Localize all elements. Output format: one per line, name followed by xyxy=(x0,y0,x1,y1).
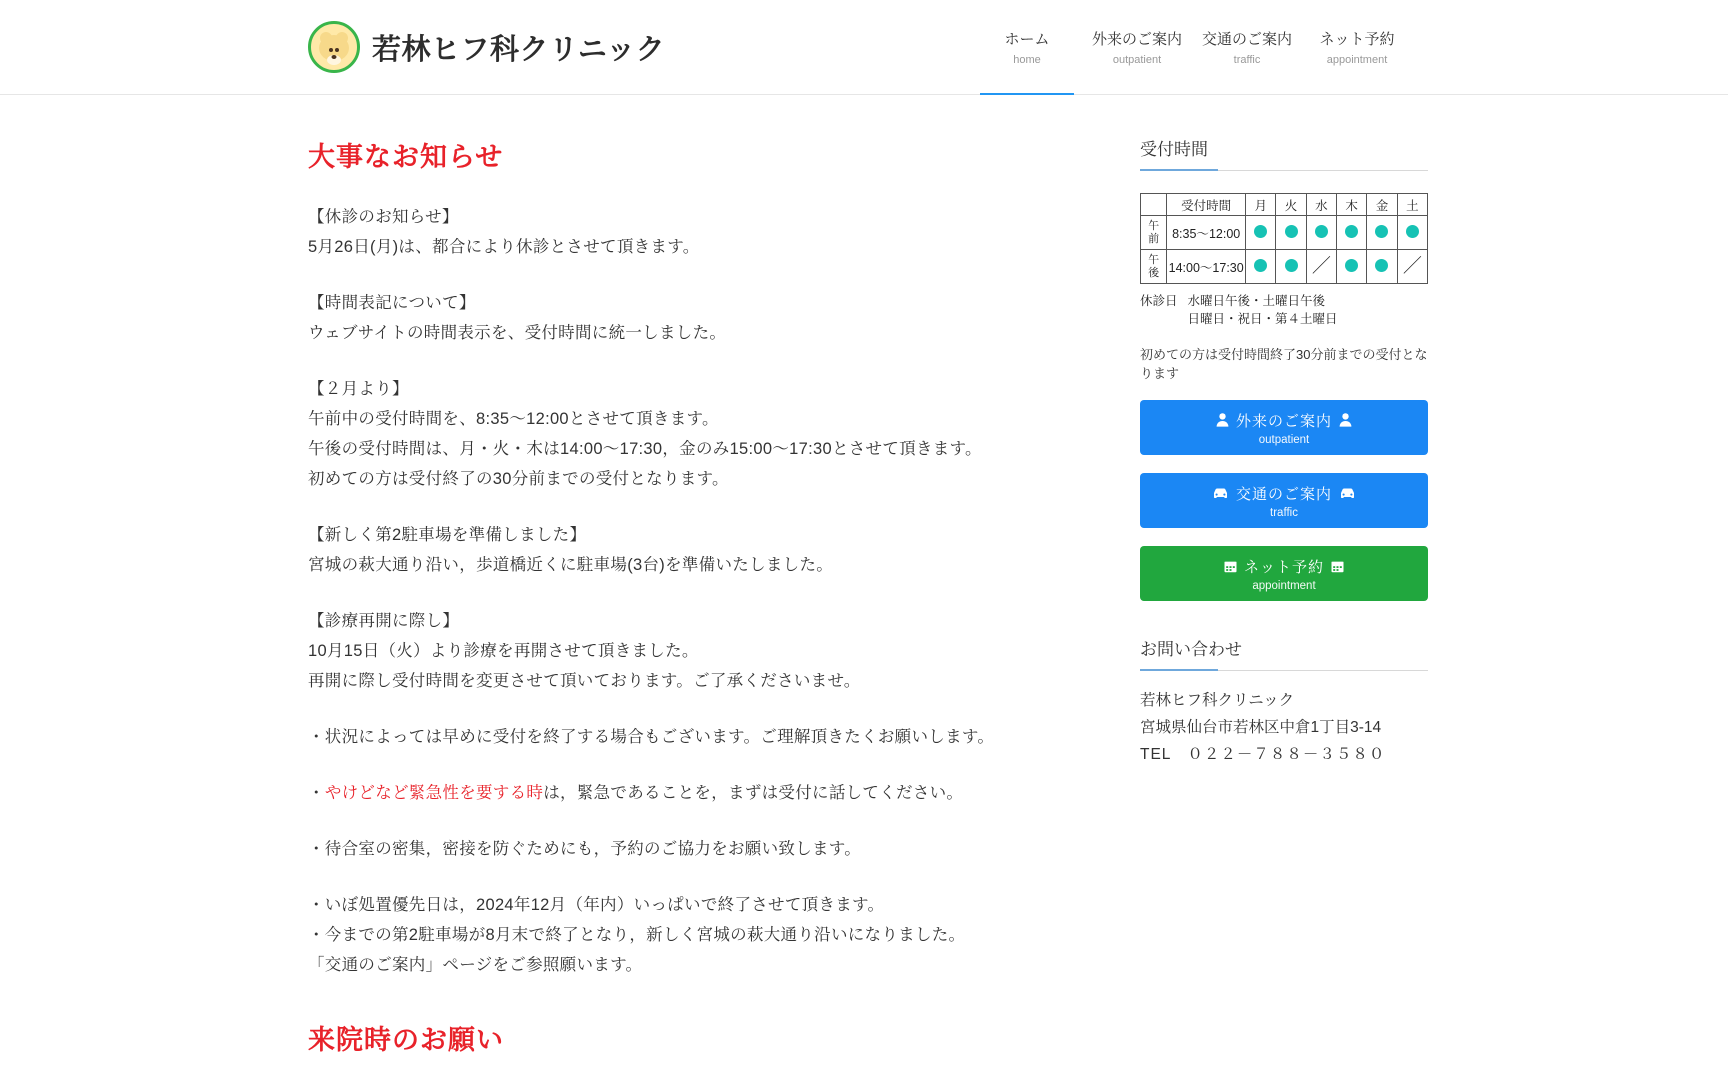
main-navigation xyxy=(972,0,1412,95)
notice-paragraph xyxy=(308,520,1080,580)
open-dot-icon xyxy=(1254,225,1267,238)
header-cell-thu: 木 xyxy=(1337,194,1367,216)
contact-tel: TEL ０２２－７８８－３５８０ xyxy=(1140,746,1386,763)
closed-days-line-2: 日曜日・祝日・第４土曜日 xyxy=(1187,312,1338,326)
button-label: ネット予約 xyxy=(1243,558,1324,576)
clinic-logo-icon xyxy=(308,21,360,73)
open-mark-cell xyxy=(1276,250,1306,284)
notice-line: ・待合室の密集，密接を防ぐためにも，予約のご協力をお願い致します。 xyxy=(308,840,862,858)
contact-address: 宮城県仙台市若林区中倉1丁目3-14 xyxy=(1140,719,1382,736)
closed-days-line-1: 水曜日午後・土曜日午後 xyxy=(1187,294,1326,308)
notice-line: ・状況によっては早めに受付を終了する場合もございます。ご理解頂きたくお願いします。 xyxy=(308,728,995,746)
open-dot-icon xyxy=(1285,259,1298,272)
calendar-icon xyxy=(1224,560,1237,573)
open-dot-icon xyxy=(1345,225,1358,238)
notice-paragraph xyxy=(308,890,1080,980)
header-cell-hours: 受付時間 xyxy=(1167,194,1246,216)
contact-info xyxy=(1140,687,1428,768)
nav-item-appointment[interactable] xyxy=(1302,0,1412,95)
person-icon xyxy=(1216,413,1229,427)
site-header xyxy=(0,0,1728,95)
notice-blocks xyxy=(308,202,1080,980)
hours-title: 受付時間 xyxy=(1140,135,1428,171)
appointment-button[interactable] xyxy=(1140,546,1428,601)
nav-item-traffic[interactable] xyxy=(1192,0,1302,95)
outpatient-button[interactable] xyxy=(1140,400,1428,455)
closed-days-note xyxy=(1140,292,1428,328)
open-dot-icon xyxy=(1345,259,1358,272)
row-period-label: 午 後 xyxy=(1141,250,1167,284)
notice-line: 10月15日（火）より診療を再開させて頂きました。 xyxy=(308,642,699,660)
traffic-button[interactable] xyxy=(1140,473,1428,528)
open-dot-icon xyxy=(1375,259,1388,272)
table-row xyxy=(1141,216,1428,250)
notice-paragraph xyxy=(308,202,1080,262)
car-icon xyxy=(1339,487,1356,499)
closed-slash-icon: ／ xyxy=(1311,256,1331,277)
sidebar xyxy=(1140,135,1428,1085)
open-mark-cell xyxy=(1337,250,1367,284)
open-dot-icon xyxy=(1375,225,1388,238)
row-time-range: 8:35～12:00 xyxy=(1167,216,1246,250)
header-cell-mon: 月 xyxy=(1246,194,1276,216)
first-visit-note: 初めての方は受付時間終了30分前までの受付となります xyxy=(1140,347,1428,381)
notice-line: 宮城の萩大通り沿い，歩道橋近くに駐車場(3台)を準備いたしました。 xyxy=(308,556,834,574)
nav-item-outpatient[interactable] xyxy=(1082,0,1192,95)
open-dot-icon xyxy=(1406,225,1419,238)
button-label: 交通のご案内 xyxy=(1235,485,1332,503)
contact-clinic-name: 若林ヒフ科クリニック xyxy=(1140,692,1295,709)
nav-item-sublabel: home xyxy=(1013,54,1041,66)
table-header-row xyxy=(1141,194,1428,216)
notice-paragraph xyxy=(308,606,1080,696)
open-dot-icon xyxy=(1254,259,1267,272)
nav-item-label: 交通のご案内 xyxy=(1201,31,1292,48)
main-column xyxy=(308,135,1080,1085)
header-cell-tue: 火 xyxy=(1276,194,1306,216)
nav-item-label: ホーム xyxy=(1004,31,1050,48)
notice-line: 5月26日(月)は、都合により休診とさせて頂きます。 xyxy=(308,238,700,256)
header-cell-fri: 金 xyxy=(1367,194,1397,216)
notice-line: 【休診のお知らせ】 xyxy=(308,208,459,226)
notice-line: ・今までの第2駐車場が8月末で終了となり，新しく宮城の萩大通り沿いになりました。 xyxy=(308,926,966,944)
nav-item-sublabel: traffic xyxy=(1233,54,1261,66)
header-cell-sat: 土 xyxy=(1397,194,1427,216)
row-time-range: 14:00～17:30 xyxy=(1167,250,1246,284)
open-mark-cell xyxy=(1397,216,1427,250)
button-sublabel: traffic xyxy=(1270,506,1298,519)
notice-line: 再開に際し受付時間を変更させて頂いております。ご了承くださいませ。 xyxy=(308,672,861,690)
car-icon xyxy=(1212,487,1229,499)
page-title: 大事なお知らせ xyxy=(308,142,504,172)
table-row xyxy=(1141,250,1428,284)
page-content xyxy=(0,95,1728,1085)
request-title: 来院時のお願い xyxy=(308,1025,504,1055)
brand-name: 若林ヒフ科クリニック xyxy=(372,33,666,66)
notice-paragraph xyxy=(308,834,1080,864)
open-mark-cell xyxy=(1306,216,1336,250)
notice-line: 午後の受付時間は、月・火・木は14:00～17:30，金のみ15:00～17:30とさせて頂きます。 xyxy=(308,440,982,458)
header-corner-cell xyxy=(1141,194,1167,216)
button-sublabel: outpatient xyxy=(1258,433,1310,446)
header-cell-wed: 水 xyxy=(1306,194,1336,216)
nav-item-home[interactable] xyxy=(972,0,1082,95)
calendar-icon xyxy=(1331,560,1344,573)
notice-line: 初めての方は受付終了の30分前までの受付となります。 xyxy=(308,470,729,488)
button-sublabel: appointment xyxy=(1252,579,1316,592)
notice-line: ウェブサイトの時間表示を、受付時間に統一しました。 xyxy=(308,324,727,342)
open-dot-icon xyxy=(1285,225,1298,238)
closed-days-label: 休診日 xyxy=(1140,294,1178,308)
open-mark-cell xyxy=(1367,250,1397,284)
open-mark-cell xyxy=(1276,216,1306,250)
row-period-label: 午 前 xyxy=(1141,216,1167,250)
open-mark-cell xyxy=(1246,250,1276,284)
notice-line: 【時間表記について】 xyxy=(308,294,476,312)
closed-slash-icon: ／ xyxy=(1402,256,1422,277)
notice-line: 「交通のご案内」ページをご参照願います。 xyxy=(308,956,643,974)
contact-title: お問い合わせ xyxy=(1140,635,1428,671)
nav-item-label: 外来のご案内 xyxy=(1091,31,1182,48)
open-dot-icon xyxy=(1315,225,1328,238)
closed-mark-cell xyxy=(1306,250,1336,284)
notice-line-emphasis: ・やけどなど緊急性を要する時は，緊急であることを，まずは受付に話してください。 xyxy=(308,784,964,802)
notice-line: 午前中の受付時間を、8:35～12:00とさせて頂きます。 xyxy=(308,410,719,428)
button-label: 外来のご案内 xyxy=(1235,412,1332,430)
nav-item-sublabel: outpatient xyxy=(1112,54,1162,66)
notice-line: 【診療再開に際し】 xyxy=(308,612,460,630)
nav-item-sublabel: appointment xyxy=(1326,54,1388,66)
open-mark-cell xyxy=(1246,216,1276,250)
notice-paragraph xyxy=(308,778,1080,808)
closed-mark-cell xyxy=(1397,250,1427,284)
reception-hours-table xyxy=(1140,193,1428,284)
open-mark-cell xyxy=(1367,216,1397,250)
nav-item-label: ネット予約 xyxy=(1319,31,1395,48)
brand[interactable] xyxy=(308,21,665,73)
person-icon xyxy=(1339,413,1352,427)
notice-line: 【２月より】 xyxy=(308,380,409,398)
notice-line: ・いぼ処置優先日は，2024年12月（年内）いっぱいで終了させて頂きます。 xyxy=(308,896,885,914)
notice-paragraph xyxy=(308,288,1080,348)
open-mark-cell xyxy=(1337,216,1367,250)
notice-line: 【新しく第2駐車場を準備しました】 xyxy=(308,526,587,544)
notice-paragraph xyxy=(308,374,1080,494)
notice-paragraph xyxy=(308,722,1080,752)
